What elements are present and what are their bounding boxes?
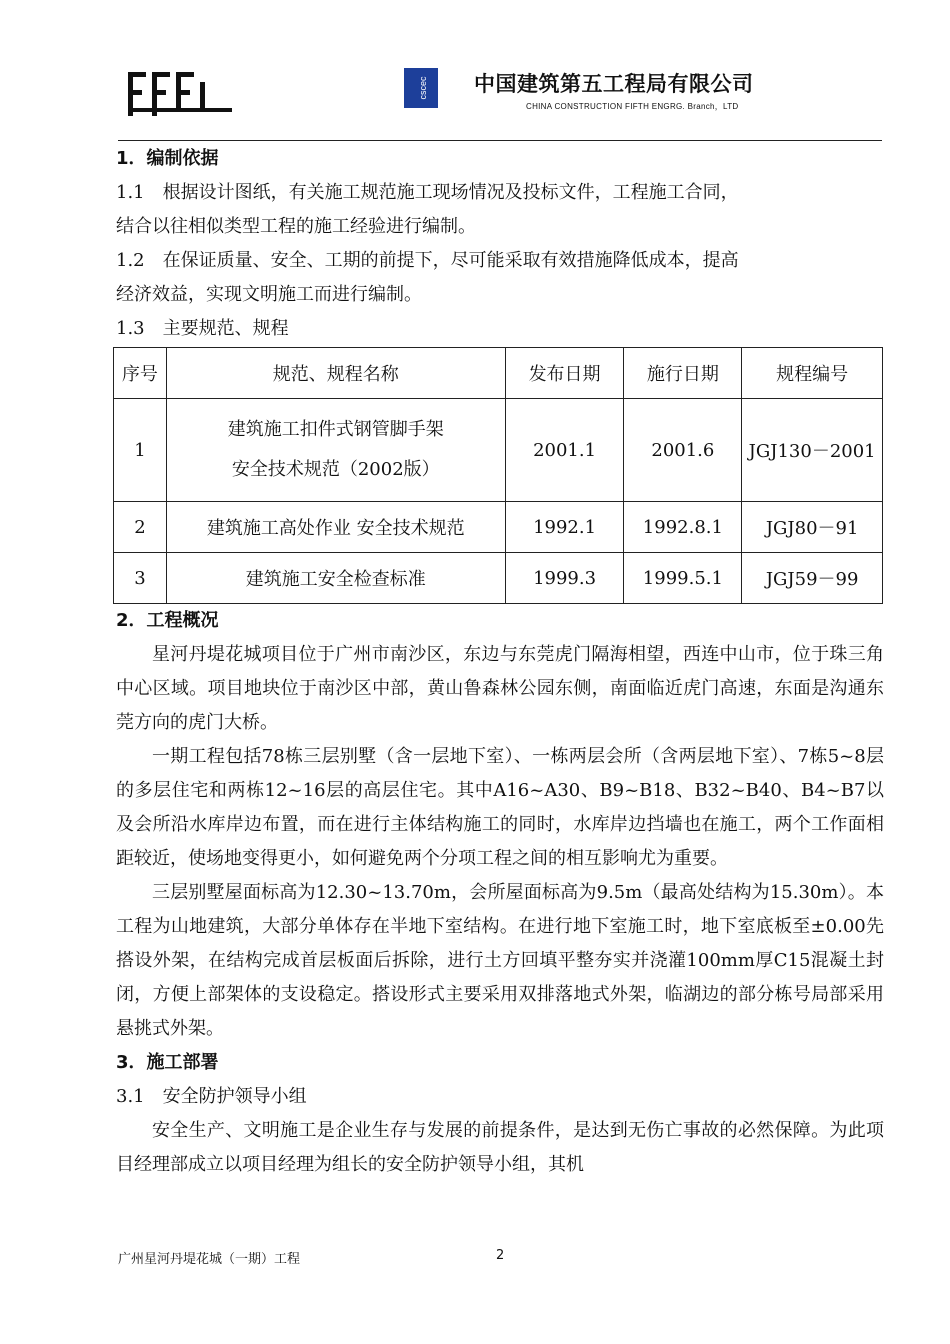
header-divider xyxy=(118,140,882,141)
cell-name-line: 安全技术规范（2002版） xyxy=(231,459,440,480)
cscec-logo-text: cscec xyxy=(418,76,428,100)
page-footer xyxy=(118,1248,882,1267)
clause-1-3: 1.3 主要规范、规程 xyxy=(116,318,289,339)
overview-paragraph-1: 星河丹堤花城项目位于广州市南沙区，东边与东莞虎门隔海相望，西连中山市，位于珠三角中心区域。项目地块位于南沙区中部，黄山鲁森林公园东侧，南面临近虎门高速，东面是沟通东莞方向的虎门大桥。 xyxy=(116,644,884,733)
overview-paragraph-2: 一期工程包括78栋三层别墅（含一层地下室）、一栋两层会所（含两层地下室）、7栋5~8层的多层住宅和两栋12~16层的高层住宅。其中A16~A30、B9~B18、B32~B40、B4~B7以及会所沿水库岸边布置，而在进行主体结构施工的同时，水库岸边挡墙也在施工，两个工作面相距较近，使场地变得更小，如何避免两个分项工程之间的相互影响尤为重要。 xyxy=(116,746,884,869)
cell-effective: 1992.8.1 xyxy=(624,502,742,553)
page-number: 2 xyxy=(496,1248,505,1263)
col-header-name: 规范、规程名称 xyxy=(166,348,505,399)
cell-no: 2 xyxy=(114,502,167,553)
deployment-paragraph-1: 安全生产、文明施工是企业生存与发展的前提条件，是达到无伤亡事故的必然保障。为此项目经理部成立以项目经理为组长的安全防护领导小组，其机 xyxy=(116,1120,884,1175)
page-header xyxy=(118,60,882,142)
cell-issued: 1992.1 xyxy=(505,502,624,553)
table-row xyxy=(114,553,883,604)
company-name-cn: 中国建筑第五工程局有限公司 xyxy=(474,72,754,96)
cell-code: JGJ130－2001 xyxy=(742,399,883,502)
overview-paragraph-3: 三层别墅屋面标高为12.30~13.70m，会所屋面标高为9.5m（最高处结构为15.30m）。本工程为山地建筑，大部分单体存在半地下室结构。在进行地下室施工时，地下室底板至±0.00先搭设外架，在结构完成首层板面后拆除，进行土方回填平整夯实并浇灌100mm厚C15混凝土封闭，方便上部架体的支设稳定。搭设形式主要采用双排落地式外架，临湖边的部分栋号局部采用悬挑式外架。 xyxy=(116,882,884,1039)
cscec-logo-icon xyxy=(404,68,438,108)
clause-1-1-line-1: 1.1 根据设计图纸，有关施工规范施工现场情况及投标文件，工程施工合同， xyxy=(116,182,739,203)
cell-effective: 2001.6 xyxy=(624,399,742,502)
footer-project-name: 广州星河丹堤花城（一期）工程 xyxy=(118,1252,301,1267)
company-name-en: CHINA CONSTRUCTION FIFTH ENGRG. Branch，LTD xyxy=(526,102,739,111)
cell-no: 1 xyxy=(114,399,167,502)
document-body xyxy=(116,142,884,1182)
section-3-heading: 3．施工部署 xyxy=(116,1052,219,1073)
clause-1-2-line-1: 1.2 在保证质量、安全、工期的前提下，尽可能采取有效措施降低成本，提高 xyxy=(116,250,739,271)
clause-1-2-line-2: 经济效益，实现文明施工而进行编制。 xyxy=(116,284,422,305)
clause-3-1: 3.1 安全防护领导小组 xyxy=(116,1086,307,1107)
cell-name: 建筑施工安全检查标准 xyxy=(166,553,505,604)
cell-issued: 1999.3 xyxy=(505,553,624,604)
cell-no: 3 xyxy=(114,553,167,604)
clause-1-1-line-2: 结合以往相似类型工程的施工经验进行编制。 xyxy=(116,216,476,237)
table-header-row xyxy=(114,348,883,399)
col-header-effective: 施行日期 xyxy=(624,348,742,399)
cell-name: 建筑施工高处作业 安全技术规范 xyxy=(166,502,505,553)
col-header-code: 规程编号 xyxy=(742,348,883,399)
cell-name xyxy=(166,399,505,502)
col-header-issued: 发布日期 xyxy=(505,348,624,399)
standards-table xyxy=(113,347,883,604)
company-logo-icon xyxy=(124,68,236,120)
cell-code: JGJ59－99 xyxy=(742,553,883,604)
cell-name-line: 建筑施工扣件式钢管脚手架 xyxy=(227,419,444,440)
col-header-no: 序号 xyxy=(114,348,167,399)
section-1-heading: 1．编制依据 xyxy=(116,148,219,169)
section-2-heading: 2．工程概况 xyxy=(116,610,219,631)
table-row xyxy=(114,502,883,553)
cell-issued: 2001.1 xyxy=(505,399,624,502)
cell-code: JGJ80－91 xyxy=(742,502,883,553)
cell-effective: 1999.5.1 xyxy=(624,553,742,604)
table-row xyxy=(114,399,883,502)
